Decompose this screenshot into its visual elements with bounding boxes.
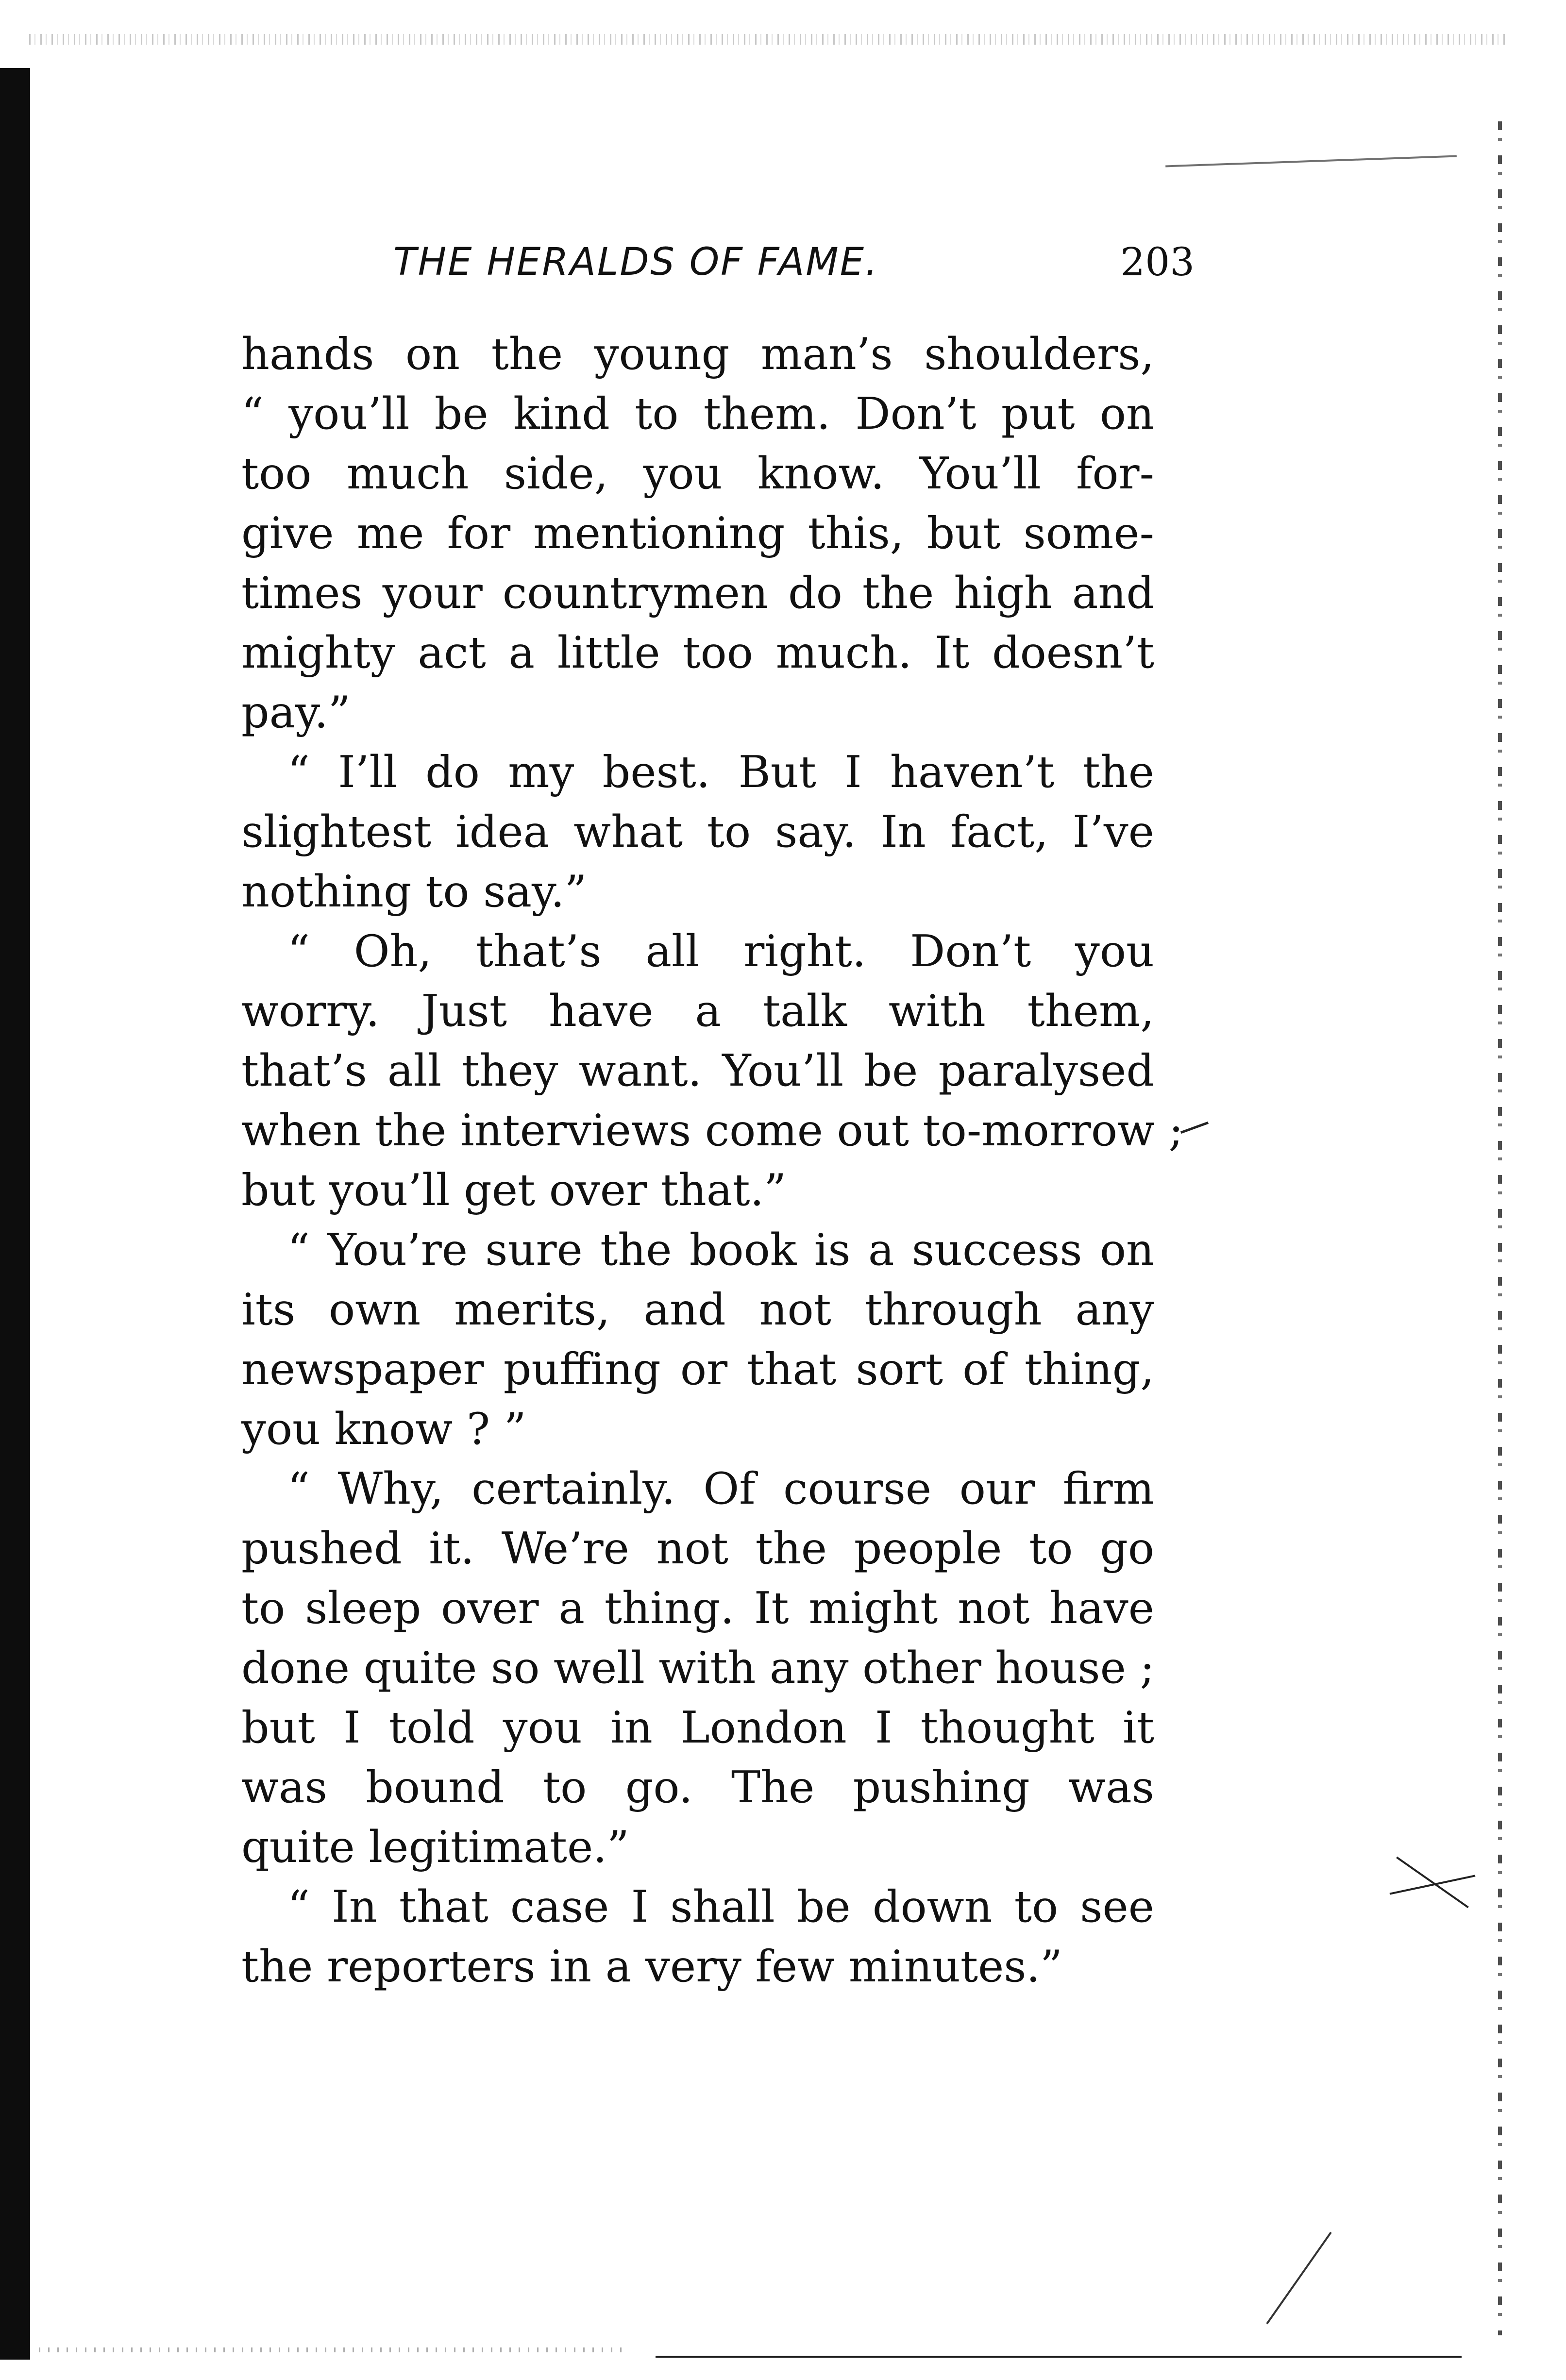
top-edge-speckle [29,34,1505,45]
page-number: 203 [1120,239,1195,285]
bottom-edge-speckle [39,2347,622,2352]
text-line: “ Why, certainly. Of course our firm [287,1463,1154,1514]
text-line: nothing to say.” [241,866,587,917]
text-line: done quite so well with any other house ; [241,1643,1155,1693]
text-line: slightest idea what to say. In fact, I’ve [241,806,1154,857]
text-line: pay.” [241,687,351,738]
text-line: to sleep over a thing. It might not have [241,1583,1154,1634]
text-line: “ In that case I shall be down to see [287,1881,1154,1932]
text-line: mighty act a little too much. It doesn’t [241,627,1154,678]
text-line: give me for mentioning this, but some- [241,508,1154,559]
text-line: but I told you in London I thought it [241,1702,1154,1753]
right-edge-binding [1498,121,1502,2335]
running-head-title: THE HERALDS OF FAME. [393,240,879,284]
text-line: quite legitimate.” [241,1822,629,1873]
text-line: “ you’ll be kind to them. Don’t put on [241,388,1154,439]
text-line: newspaper puffing or that sort of thing, [241,1344,1154,1395]
text-line: when the interviews come out to-morrow ; [241,1105,1183,1156]
text-line: times your countrymen do the high and [241,568,1154,619]
text-line: was bound to go. The pushing was [241,1762,1154,1813]
text-line: pushed it. We’re not the people to go [241,1523,1154,1574]
text-line: hands on the young man’s shoulders, [241,329,1154,380]
margin-pencil-mark [1396,1857,1469,1909]
running-head [243,233,1195,291]
text-line: its own merits, and not through any [241,1284,1154,1335]
margin-pencil-mark [1266,2232,1331,2325]
binding-gutter-shadow [0,68,30,2360]
text-line: worry. Just have a talk with them, [241,986,1154,1037]
text-line: that’s all they want. You’ll be paralysed [241,1045,1154,1096]
bottom-edge-rule [656,2356,1462,2358]
margin-pencil-mark [1390,1875,1476,1894]
body-text [241,324,1183,1996]
text-line: but you’ll get over that.” [241,1165,787,1216]
margin-pencil-tick [1180,1122,1209,1134]
text-line: “ You’re sure the book is a success on [287,1224,1154,1275]
text-line: “ Oh, that’s all right. Don’t you [287,926,1154,977]
margin-pencil-mark [1165,155,1457,168]
text-line: “ I’ll do my best. But I haven’t the [287,747,1154,798]
text-line: the reporters in a very few minutes.” [241,1941,1063,1992]
text-line: too much side, you know. You’ll for- [241,448,1154,499]
text-line: you know ? ” [241,1404,526,1455]
